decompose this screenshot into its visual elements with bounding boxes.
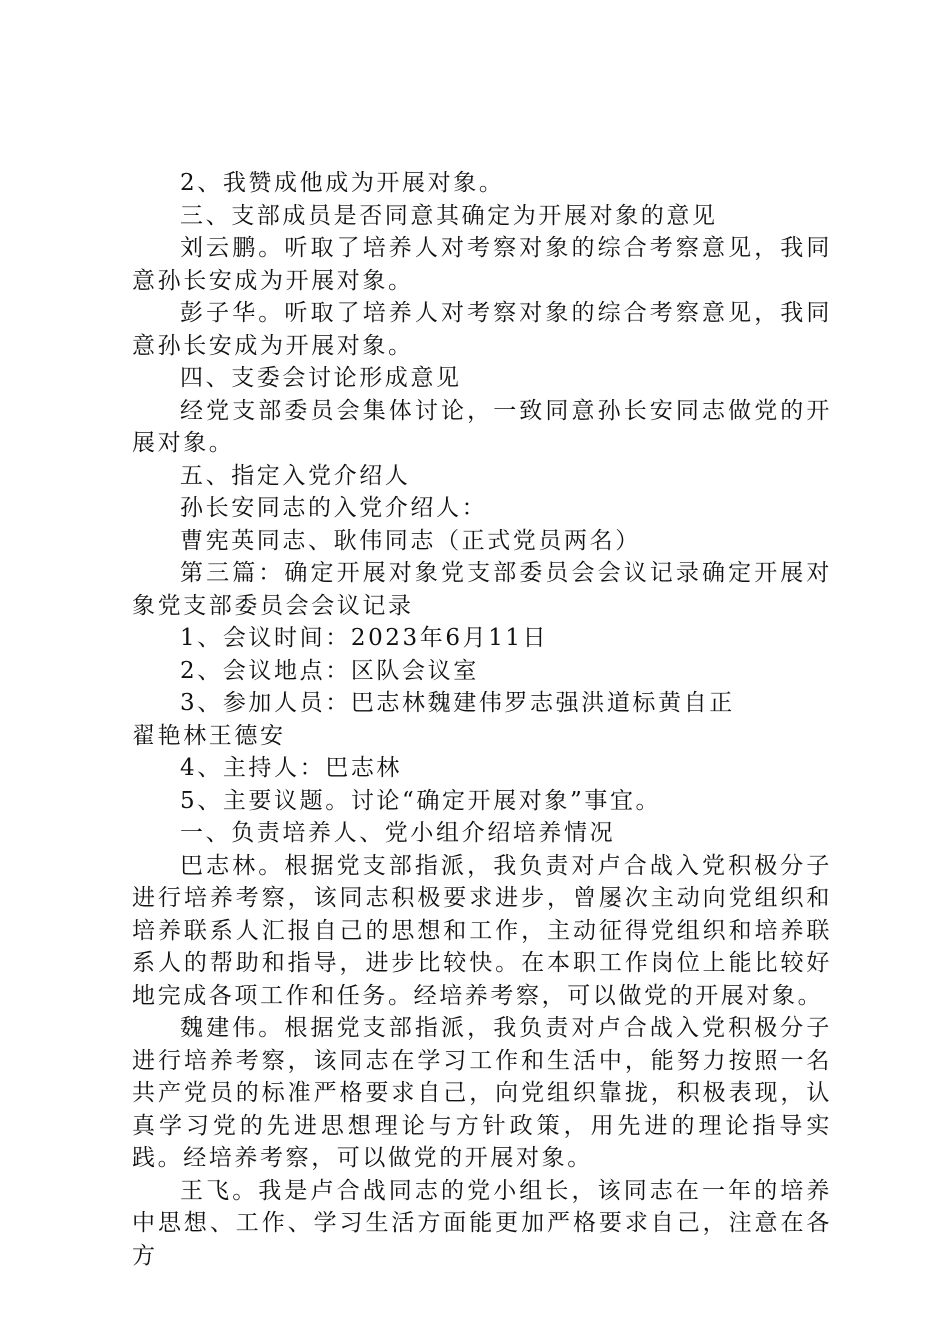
section-heading: 三、支部成员是否同意其确定为开展对象的意见 bbox=[180, 202, 718, 229]
document-body bbox=[132, 167, 832, 1272]
paragraph: 彭子华。听取了培养人对考察对象的综合考察意见，我同意孙长安成为开展对象。 bbox=[132, 300, 832, 359]
paragraph: 魏建伟。根据党支部指派，我负责对卢合战入党积极分子进行培养考察，该同志在学习工作和生活中，能努力按照一名共产党员的标准严格要求自己，向党组织靠拢，积极表现，认真学习党的先进思想理论与方针政策，用先进的理论指导实践。经培养考察，可以做党的开展对象。 bbox=[132, 1015, 832, 1171]
meeting-host: 4、主持人：巴志林 bbox=[180, 755, 403, 781]
paragraph: 2、我赞成他成为开展对象。 bbox=[180, 170, 505, 196]
chapter-title: 第三篇：确定开展对象党支部委员会会议记录确定开展对象党支部委员会会议记录 bbox=[132, 560, 832, 619]
paragraph: 刘云鹏。听取了培养人对考察对象的综合考察意见，我同意孙长安成为开展对象。 bbox=[132, 235, 832, 294]
paragraph: 经党支部委员会集体讨论，一致同意孙长安同志做党的开展对象。 bbox=[132, 397, 832, 456]
paragraph: 孙长安同志的入党介绍人： bbox=[180, 495, 488, 521]
meeting-attendees: 3、参加人员：巴志林魏建伟罗志强洪道标黄自正 bbox=[180, 690, 735, 716]
section-heading: 一、负责培养人、党小组介绍培养情况 bbox=[180, 820, 616, 846]
section-heading: 四、支委会讨论形成意见 bbox=[180, 365, 462, 391]
paragraph: 巴志林。根据党支部指派，我负责对卢合战入党积极分子进行培养考察，该同志积极要求进步，曾屡次主动向党组织和培养联系人汇报自己的思想和工作，主动征得党组织和培养联系人的帮助和指导，进步比较快。在本职工作岗位上能比较好地完成各项工作和任务。经培养考察，可以做党的开展对象。 bbox=[132, 852, 832, 1009]
meeting-time: 1、会议时间：2023年6月11日 bbox=[180, 625, 549, 651]
paragraph: 王飞。我是卢合战同志的党小组长，该同志在一年的培养中思想、工作、学习生活方面能更加严格要求自己，注意在各方 bbox=[132, 1177, 832, 1269]
section-heading: 五、指定入党介绍人 bbox=[180, 462, 411, 489]
meeting-location: 2、会议地点：区队会议室 bbox=[180, 657, 479, 684]
meeting-topic: 5、主要议题。讨论“确定开展对象”事宜。 bbox=[180, 787, 662, 814]
meeting-attendees-continued: 翟艳林王德安 bbox=[132, 722, 286, 749]
paragraph: 曹宪英同志、耿伟同志（正式党员两名） bbox=[180, 527, 641, 554]
